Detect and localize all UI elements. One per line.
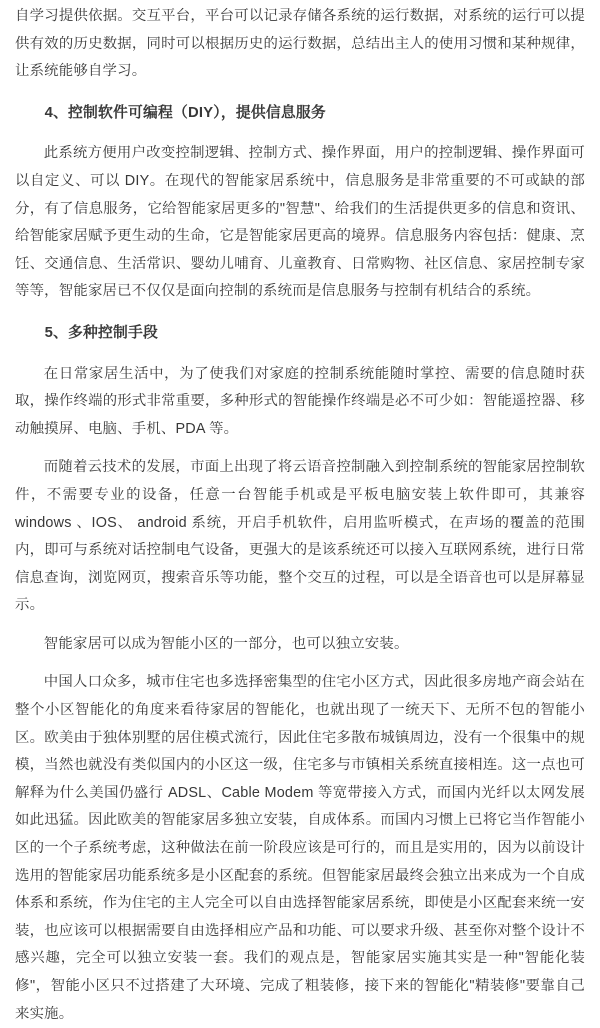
paragraph-community-or-standalone: 智能家居可以成为智能小区的一部分，也可以独立安装。 <box>43 635 409 652</box>
heading-4-programmable-control-software: 4、控制软件可编程（DIY），提供信息服务 <box>44 104 326 121</box>
paragraph-diy-information-services: 此系统方便用户改变控制逻辑、控制方式、操作界面，用户的控制逻辑、操作界面可以自定义、可以 DIY。在现代的智能家居系统中，信息服务是非常重要的不可或缺的部分，有了信息服务，它给智能家居更多的"智慧"、给我们的生活提供更多的信息和资讯、给智能家居赋予更生动的生命，它是智能家居更高的境界。信息服务内容包括：健康、烹饪、交通信息、生活常识、婴幼儿哺育、儿童教育、日常购物、社区信息、家居控制专家等等，智能家居已不仅仅是面向控制的系统而是信息服务与控制有机结合的系统。 <box>15 145 585 300</box>
heading-5-multiple-control-methods: 5、多种控制手段 <box>44 324 159 341</box>
paragraph-china-vs-western-installation: 中国人口众多，城市住宅也多选择密集型的住宅小区方式，因此很多房地产商会站在整个小区智能化的角度来看待家居的智能化，也就出现了一统天下、无所不包的智能小区。欧美由于独体别墅的居住模式流行，因此住宅多散布城镇周边，没有一个很集中的规模，当然也就没有类似国内的小区这一级，住宅多与市镇相关系统直接相连。这一点也可解释为什么美国仍盛行 ADSL、Cable Modem 等宽带接入方式，而国内光纤以太网发展如此迅猛。因此欧美的智能家居多独立安装，自成体系。而国内习惯上已将它当作智能小区的一个子系统考虑，这种做法在前一阶段应该是可行的，而且是实用的，因为以前设计选用的智能家居功能系统多是小区配套的系统。但智能家居最终会独立出来成为一个自成体系和系统，作为住宅的主人完全可以自由选择智能家居系统，即使是小区配套来统一安装，也应该可以根据需要自由选择相应产品和功能、可以要求升级、甚至你对整个设计不感兴趣，完全可以独立安装一套。我们的观点是，智能家居实施其实是一种"智能化装修"，智能小区只不过搭建了大环境、完成了粗装修，接下来的智能化"精装修"要靠自己来实施。 <box>15 674 585 1022</box>
paragraph-self-learning-continuation: 自学习提供依据。交互平台，平台可以记录存储各系统的运行数据，对系统的运行可以提供有效的历史数据，同时可以根据历史的运行数据，总结出主人的使用习惯和某种规律，让系统能够自学习。 <box>15 8 585 80</box>
paragraph-control-terminals: 在日常家居生活中，为了使我们对家庭的控制系统能随时掌控、需要的信息随时获取，操作终端的形式非常重要，多种形式的智能操作终端是必不可少如：智能遥控器、移动触摸屏、电脑、手机、PDA 等。 <box>15 365 585 437</box>
paragraph-cloud-voice-control: 而随着云技术的发展，市面上出现了将云语音控制融入到控制系统的智能家居控制软件，不需要专业的设备，任意一台智能手机或是平板电脑安装上软件即可，其兼容 windows 、IOS、 android 系统，开启手机软件，启用监听模式，在声场的覆盖的范围内，即可与系统对话控制电气设备，更强大的是该系统还可以接入互联网系统，进行日常信息查询，浏览网页，搜索音乐等功能，整个交互的过程，可以是全语音也可以是屏幕显示。 <box>15 459 585 614</box>
